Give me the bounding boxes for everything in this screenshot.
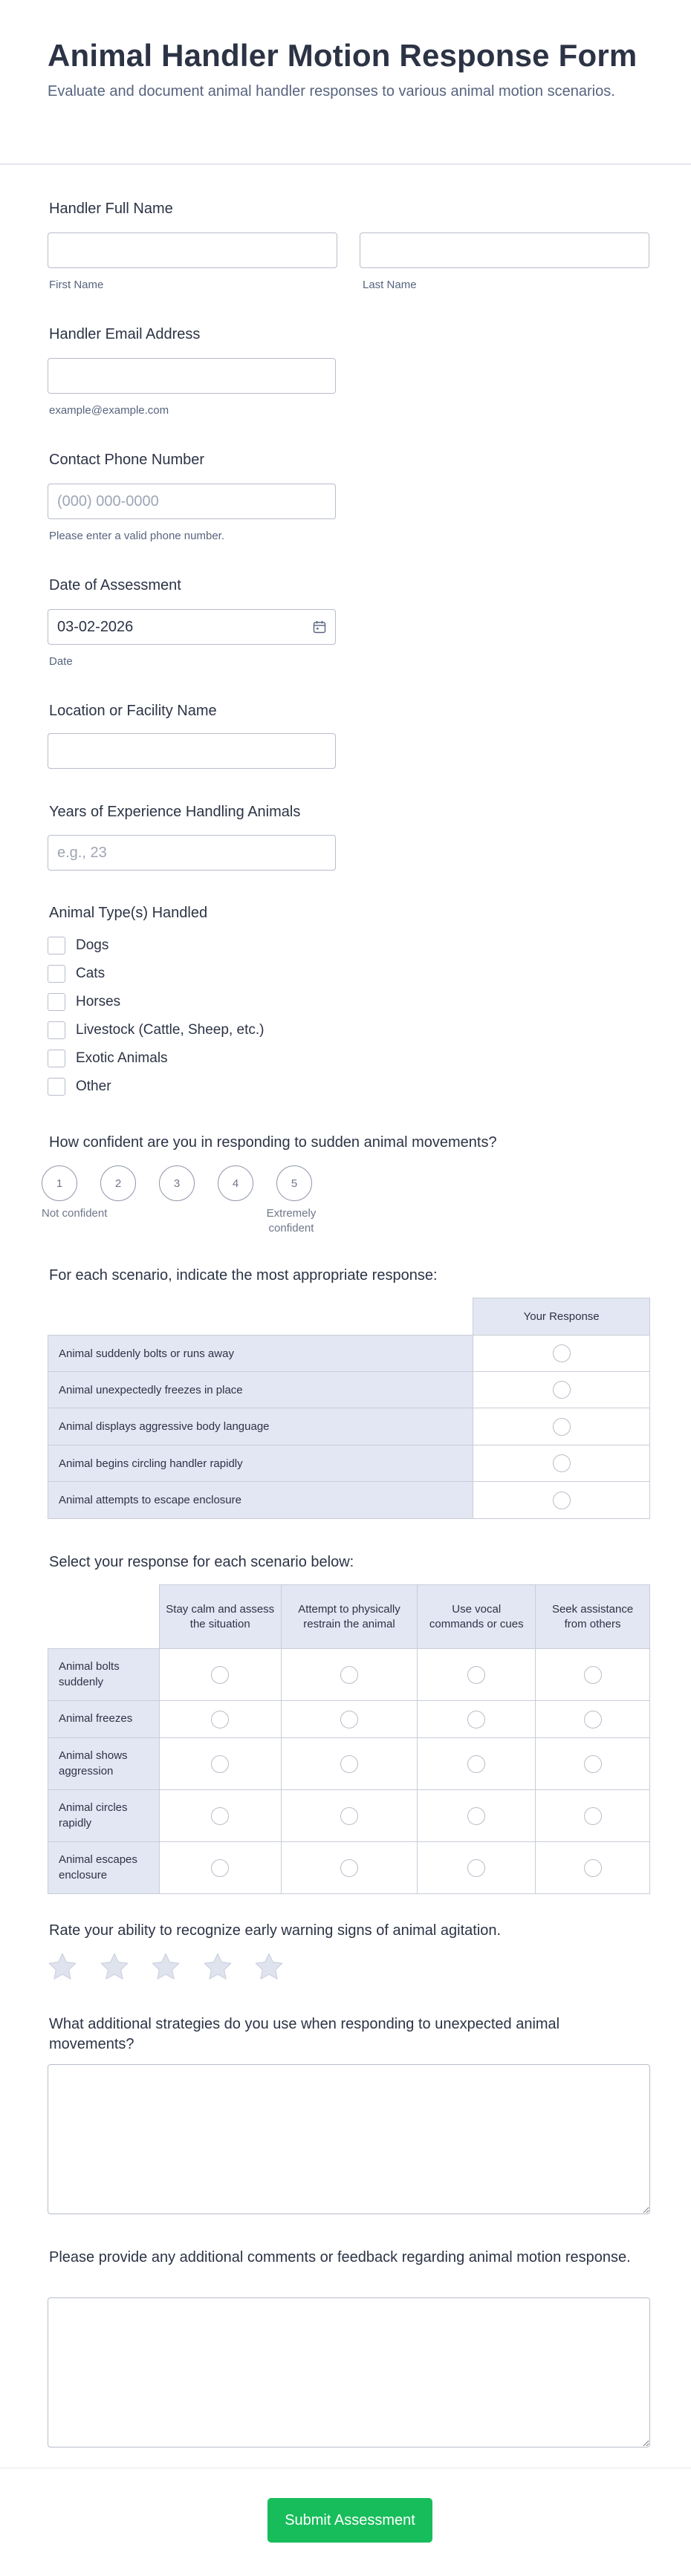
scale-min-label: Not confident (42, 1207, 108, 1220)
star-icon[interactable] (150, 1952, 181, 1982)
form-footer (0, 2468, 691, 2576)
submit-button[interactable]: Submit Assessment (267, 2498, 432, 2543)
response-matrix-table (48, 1584, 650, 1894)
matrix-cell[interactable] (281, 1738, 418, 1790)
matrix-column-header: Seek assistance from others (536, 1585, 650, 1649)
location-input[interactable] (48, 733, 336, 769)
matrix-cell[interactable] (473, 1372, 650, 1408)
calendar-icon[interactable] (313, 620, 326, 634)
radio-button[interactable] (340, 1755, 358, 1773)
star-icon[interactable] (202, 1952, 233, 1982)
confidence-label: How confident are you in responding to sudden animal movements? (49, 1134, 497, 1151)
strategies-question (49, 2014, 643, 2055)
matrix-column-header: Attempt to physically restrain the animal (281, 1585, 418, 1649)
animal-types-question (49, 903, 207, 923)
matrix-cell[interactable] (281, 1790, 418, 1842)
experience-label: Years of Experience Handling Animals (49, 804, 301, 820)
rating-label: Rate your ability to recognize early warning signs of animal agitation. (49, 1922, 502, 1939)
response-matrix-question (49, 1552, 354, 1572)
matrix-cell[interactable] (418, 1701, 536, 1738)
matrix-cell[interactable] (473, 1336, 650, 1372)
radio-button[interactable] (340, 1807, 358, 1825)
email-label: Handler Email Address (49, 326, 201, 342)
date-input[interactable] (48, 609, 336, 645)
experience-question (49, 802, 300, 822)
date-question (49, 576, 181, 596)
email-question (49, 325, 200, 345)
matrix-cell[interactable] (536, 1738, 650, 1790)
location-label: Location or Facility Name (49, 703, 217, 719)
matrix-column-header: Use vocal commands or cues (418, 1585, 536, 1649)
matrix-cell[interactable] (281, 1701, 418, 1738)
date-value: 03-02-2026 (57, 618, 134, 635)
full-name-label: Handler Full Name (49, 201, 173, 217)
scale-max-label-line1: Extremely (266, 1207, 317, 1220)
scale-option-1[interactable]: 1 (42, 1165, 77, 1201)
matrix-column-header: Stay calm and assess the situation (159, 1585, 281, 1649)
radio-button[interactable] (340, 1859, 358, 1877)
animal-types-options (48, 931, 264, 1101)
matrix-row-label: Animal shows aggression (48, 1738, 160, 1790)
comments-label: Please provide any additional comments or feedback regarding animal motion response. (49, 2249, 631, 2266)
radio-button[interactable] (553, 1344, 571, 1362)
animal-type-option[interactable] (48, 1016, 264, 1044)
matrix-cell[interactable] (159, 1701, 281, 1738)
email-sublabel: example@example.com (49, 404, 169, 417)
experience-input[interactable]: e.g., 23 (48, 835, 336, 871)
matrix-cell[interactable] (473, 1482, 650, 1519)
matrix-cell[interactable] (536, 1701, 650, 1738)
rating-question (49, 1921, 501, 1941)
matrix-row-label: Animal bolts suddenly (48, 1649, 160, 1701)
form-title: Animal Handler Motion Response Form (48, 38, 638, 73)
response-matrix-label: Select your response for each scenario below: (49, 1554, 354, 1570)
matrix-cell[interactable] (473, 1445, 650, 1482)
star-icon[interactable] (253, 1952, 285, 1982)
scale-option-4[interactable]: 4 (218, 1165, 253, 1201)
matrix-cell[interactable] (159, 1790, 281, 1842)
comments-textarea[interactable] (48, 2297, 650, 2447)
scale-max-label-line2: confident (268, 1222, 314, 1235)
option-label: Horses (76, 994, 121, 1009)
email-input[interactable] (48, 358, 336, 394)
animal-type-option[interactable] (48, 1044, 264, 1073)
star-icon[interactable] (99, 1952, 130, 1982)
radio-button[interactable] (467, 1711, 485, 1728)
radio-button[interactable] (584, 1807, 602, 1825)
checkbox[interactable] (48, 1050, 65, 1067)
checkbox[interactable] (48, 937, 65, 954)
matrix-row-label: Animal suddenly bolts or runs away (48, 1336, 473, 1372)
matrix-cell[interactable] (536, 1842, 650, 1894)
matrix-cell[interactable] (418, 1842, 536, 1894)
option-label: Exotic Animals (76, 1050, 168, 1066)
matrix-row-label: Animal attempts to escape enclosure (48, 1482, 473, 1519)
matrix-cell[interactable] (418, 1790, 536, 1842)
checkbox[interactable] (48, 965, 65, 983)
star-icon[interactable] (47, 1952, 78, 1982)
scenario-matrix-question (49, 1266, 438, 1286)
matrix-cell[interactable] (159, 1649, 281, 1701)
matrix-corner (48, 1298, 473, 1336)
radio-button[interactable] (211, 1666, 229, 1684)
animal-type-option[interactable] (48, 988, 264, 1016)
matrix-cell[interactable] (159, 1842, 281, 1894)
form-header (0, 0, 691, 165)
option-label: Other (76, 1079, 111, 1094)
radio-button[interactable] (467, 1807, 485, 1825)
form-subtitle: Evaluate and document animal handler responses to various animal motion scenarios. (48, 83, 615, 100)
checkbox[interactable] (48, 1078, 65, 1096)
phone-input[interactable]: (000) 000-0000 (48, 484, 336, 519)
phone-question (49, 450, 204, 470)
scale-option-3[interactable]: 3 (159, 1165, 195, 1201)
strategies-label: What additional strategies do you use when responding to unexpected animal movements? (49, 2016, 560, 2052)
matrix-cell[interactable] (418, 1738, 536, 1790)
option-label: Cats (76, 966, 106, 981)
matrix-row-label: Animal begins circling handler rapidly (48, 1445, 473, 1482)
radio-button[interactable] (584, 1711, 602, 1728)
phone-sublabel: Please enter a valid phone number. (49, 530, 224, 542)
radio-button[interactable] (467, 1666, 485, 1684)
scale-option-5[interactable]: 5 (276, 1165, 312, 1201)
checkbox[interactable] (48, 1021, 65, 1039)
matrix-row-label: Animal displays aggressive body language (48, 1408, 473, 1445)
radio-button[interactable] (584, 1755, 602, 1773)
strategies-textarea[interactable] (48, 2064, 650, 2214)
matrix-row-label: Animal unexpectedly freezes in place (48, 1372, 473, 1408)
radio-button[interactable] (340, 1666, 358, 1684)
radio-button[interactable] (467, 1859, 485, 1877)
first-name-sublabel: First Name (49, 279, 104, 291)
matrix-row-label: Animal circles rapidly (48, 1790, 160, 1842)
radio-button[interactable] (211, 1755, 229, 1773)
last-name-sublabel: Last Name (363, 279, 417, 291)
radio-button[interactable] (211, 1859, 229, 1877)
matrix-row-label: Animal escapes enclosure (48, 1842, 160, 1894)
radio-button[interactable] (340, 1711, 358, 1728)
date-label: Date of Assessment (49, 577, 181, 593)
last-name-input[interactable] (360, 232, 649, 268)
matrix-cell[interactable] (159, 1738, 281, 1790)
matrix-corner (48, 1585, 160, 1649)
scenario-matrix-label: For each scenario, indicate the most appropriate response: (49, 1267, 438, 1284)
radio-button[interactable] (584, 1859, 602, 1877)
matrix-column-header: Your Response (473, 1298, 650, 1336)
radio-button[interactable] (211, 1807, 229, 1825)
matrix-cell[interactable] (536, 1649, 650, 1701)
radio-button[interactable] (553, 1381, 571, 1399)
option-label: Livestock (Cattle, Sheep, etc.) (76, 1022, 265, 1038)
radio-button[interactable] (584, 1666, 602, 1684)
date-sublabel: Date (49, 655, 73, 668)
scale-max-label (262, 1206, 321, 1237)
matrix-cell[interactable] (536, 1790, 650, 1842)
radio-button[interactable] (467, 1755, 485, 1773)
full-name-question (49, 199, 173, 219)
scenario-matrix-table (48, 1298, 650, 1519)
animal-type-option[interactable] (48, 931, 264, 960)
location-question (49, 701, 217, 721)
phone-label: Contact Phone Number (49, 452, 205, 468)
matrix-cell[interactable] (281, 1842, 418, 1894)
radio-button[interactable] (211, 1711, 229, 1728)
radio-button[interactable] (553, 1418, 571, 1436)
checkbox[interactable] (48, 993, 65, 1011)
matrix-cell[interactable] (418, 1649, 536, 1701)
animal-types-label: Animal Type(s) Handled (49, 905, 208, 921)
animal-type-option[interactable] (48, 960, 264, 988)
option-label: Dogs (76, 937, 109, 953)
radio-button[interactable] (553, 1492, 571, 1509)
matrix-cell[interactable] (281, 1649, 418, 1701)
matrix-cell[interactable] (473, 1408, 650, 1445)
first-name-input[interactable] (48, 232, 337, 268)
comments-question (49, 2248, 643, 2268)
matrix-row-label: Animal freezes (48, 1701, 160, 1738)
scale-option-2[interactable]: 2 (100, 1165, 136, 1201)
animal-type-option[interactable] (48, 1073, 264, 1101)
confidence-question (49, 1133, 497, 1153)
radio-button[interactable] (553, 1454, 571, 1472)
